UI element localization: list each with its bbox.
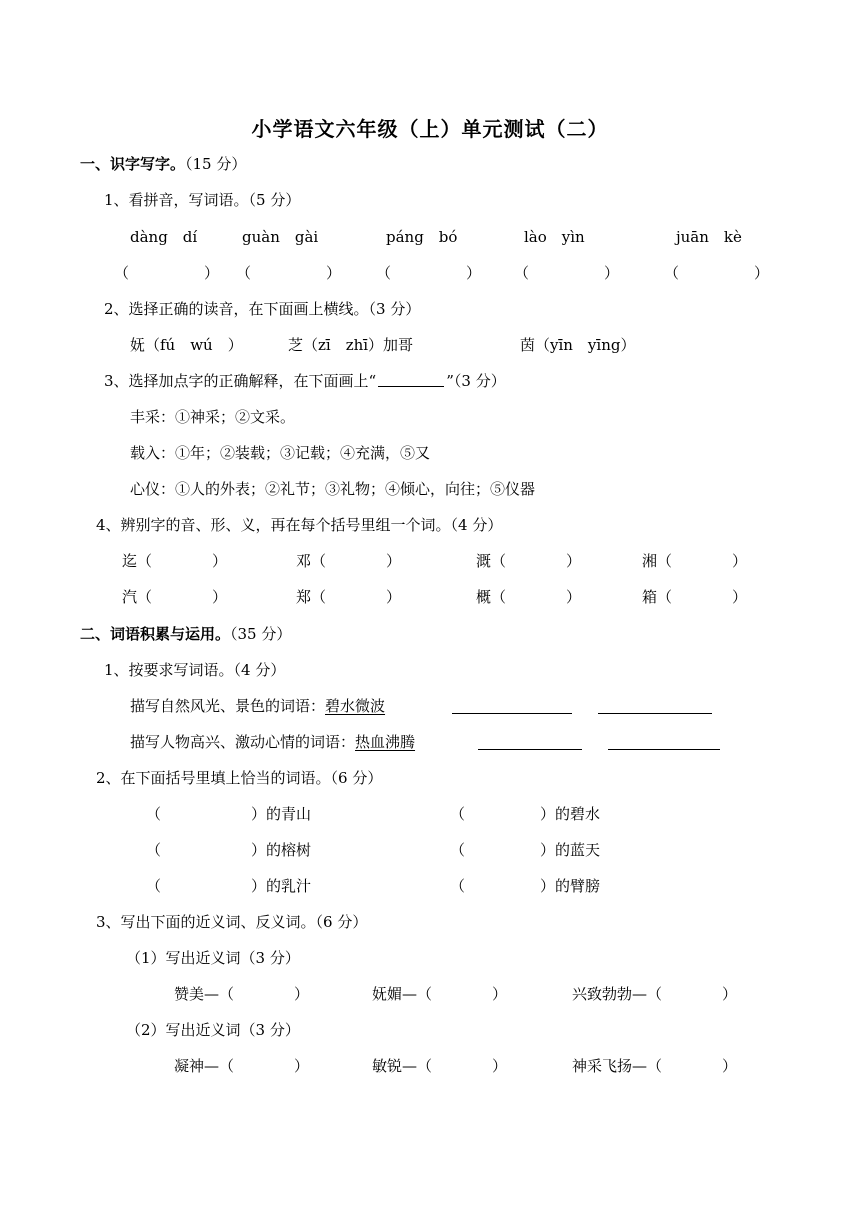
char-word-4[interactable]: 湘（ ） xyxy=(642,552,748,570)
emotion-words-prompt: 描写人物高兴、激动心情的词语： xyxy=(130,733,356,751)
section-2-heading xyxy=(80,623,291,644)
fill-phrase-5[interactable]: （ ）的乳汁 xyxy=(146,877,312,895)
q2-1-label: 1、按要求写词语。（4 分） xyxy=(104,661,286,679)
q1-2-label: 2、选择正确的读音，在下面画上横线。（3 分） xyxy=(104,300,421,318)
char-word-1[interactable]: 迄（ ） xyxy=(122,552,228,570)
section-2-points: （35 分） xyxy=(230,625,292,643)
section-2-title: 二、词语积累与运用。 xyxy=(80,625,231,643)
synonym-6[interactable]: 神采飞扬—（ ） xyxy=(572,1057,738,1075)
fill-phrase-2[interactable]: （ ）的碧水 xyxy=(450,805,601,823)
scenery-words-prompt: 描写自然风光、景色的词语： xyxy=(130,697,326,715)
reading-choice-2[interactable]: 芝（zī zhī）加哥 xyxy=(288,336,414,354)
fill-phrase-3[interactable]: （ ）的榕树 xyxy=(146,841,312,859)
q2-3-label: 3、写出下面的近义词、反义词。（6 分） xyxy=(96,913,368,931)
fill-phrase-6[interactable]: （ ）的臂膀 xyxy=(450,877,601,895)
char-word-3[interactable]: 溉（ ） xyxy=(476,552,582,570)
definition-line-2: 载入：①年；②装载；③记载；④充满，⑤又 xyxy=(130,444,431,462)
char-word-8[interactable]: 箱（ ） xyxy=(642,588,748,606)
synonym-2[interactable]: 妩媚—（ ） xyxy=(372,985,508,1003)
scenery-answer-line-2[interactable] xyxy=(598,713,712,714)
q1-1-label: 1、看拼音，写词语。（5 分） xyxy=(104,191,301,209)
pinyin-4: lào yìn xyxy=(524,228,585,246)
fill-phrase-1[interactable]: （ ）的青山 xyxy=(146,805,312,823)
pinyin-1: dàng dí xyxy=(130,228,198,246)
scenery-words-example: 碧水微波 xyxy=(325,697,386,715)
fill-phrase-4[interactable]: （ ）的蓝天 xyxy=(450,841,601,859)
q2-3-sub2-label: （2）写出近义词（3 分） xyxy=(126,1021,300,1039)
synonym-4[interactable]: 凝神—（ ） xyxy=(174,1057,310,1075)
page-title: 小学语文六年级（上）单元测试（二） xyxy=(251,117,609,141)
scenery-words-line xyxy=(130,695,385,716)
answer-bracket-2[interactable]: （ ） xyxy=(236,264,342,282)
answer-line-sample xyxy=(378,386,444,387)
scenery-answer-line-1[interactable] xyxy=(452,713,572,714)
reading-choice-1[interactable]: 妩（fú wú ） xyxy=(130,336,243,354)
synonym-3[interactable]: 兴致勃勃—（ ） xyxy=(572,985,738,1003)
q1-4-label: 4、辨别字的音、形、义，再在每个括号里组一个词。（4 分） xyxy=(96,516,503,534)
emotion-answer-line-1[interactable] xyxy=(478,749,582,750)
section-1-points: （15 分） xyxy=(185,155,247,173)
char-word-7[interactable]: 概（ ） xyxy=(476,588,582,606)
section-1-title: 一、识字写字。 xyxy=(80,155,186,173)
synonym-5[interactable]: 敏锐—（ ） xyxy=(372,1057,508,1075)
char-word-5[interactable]: 汽（ ） xyxy=(122,588,228,606)
synonym-1[interactable]: 赞美—（ ） xyxy=(174,985,310,1003)
pinyin-2: guàn gài xyxy=(242,228,319,246)
pinyin-5: juān kè xyxy=(676,228,742,246)
answer-bracket-4[interactable]: （ ） xyxy=(514,264,620,282)
reading-choice-3[interactable]: 茵（yīn yīng） xyxy=(520,336,636,354)
answer-bracket-1[interactable]: （ ） xyxy=(114,264,220,282)
char-word-6[interactable]: 郑（ ） xyxy=(296,588,402,606)
q1-3-label-text: 3、选择加点字的正确解释，在下面画上“ xyxy=(104,372,377,390)
q2-2-label: 2、在下面括号里填上恰当的词语。（6 分） xyxy=(96,769,383,787)
emotion-words-line xyxy=(130,731,415,752)
answer-bracket-3[interactable]: （ ） xyxy=(376,264,482,282)
section-1-heading xyxy=(80,153,246,174)
char-word-2[interactable]: 邓（ ） xyxy=(296,552,402,570)
definition-line-3: 心仪：①人的外表；②礼节；③礼物；④倾心，向往；⑤仪器 xyxy=(130,480,536,498)
pinyin-3: páng bó xyxy=(386,228,458,246)
q2-3-sub1-label: （1）写出近义词（3 分） xyxy=(126,949,300,967)
q1-3-label xyxy=(104,370,506,391)
emotion-words-example: 热血沸腾 xyxy=(355,733,416,751)
answer-bracket-5[interactable]: （ ） xyxy=(664,264,770,282)
emotion-answer-line-2[interactable] xyxy=(608,749,720,750)
q1-3-label-points: ”（3 分） xyxy=(446,372,506,390)
definition-line-1: 丰采：①神采；②文采。 xyxy=(130,408,296,426)
